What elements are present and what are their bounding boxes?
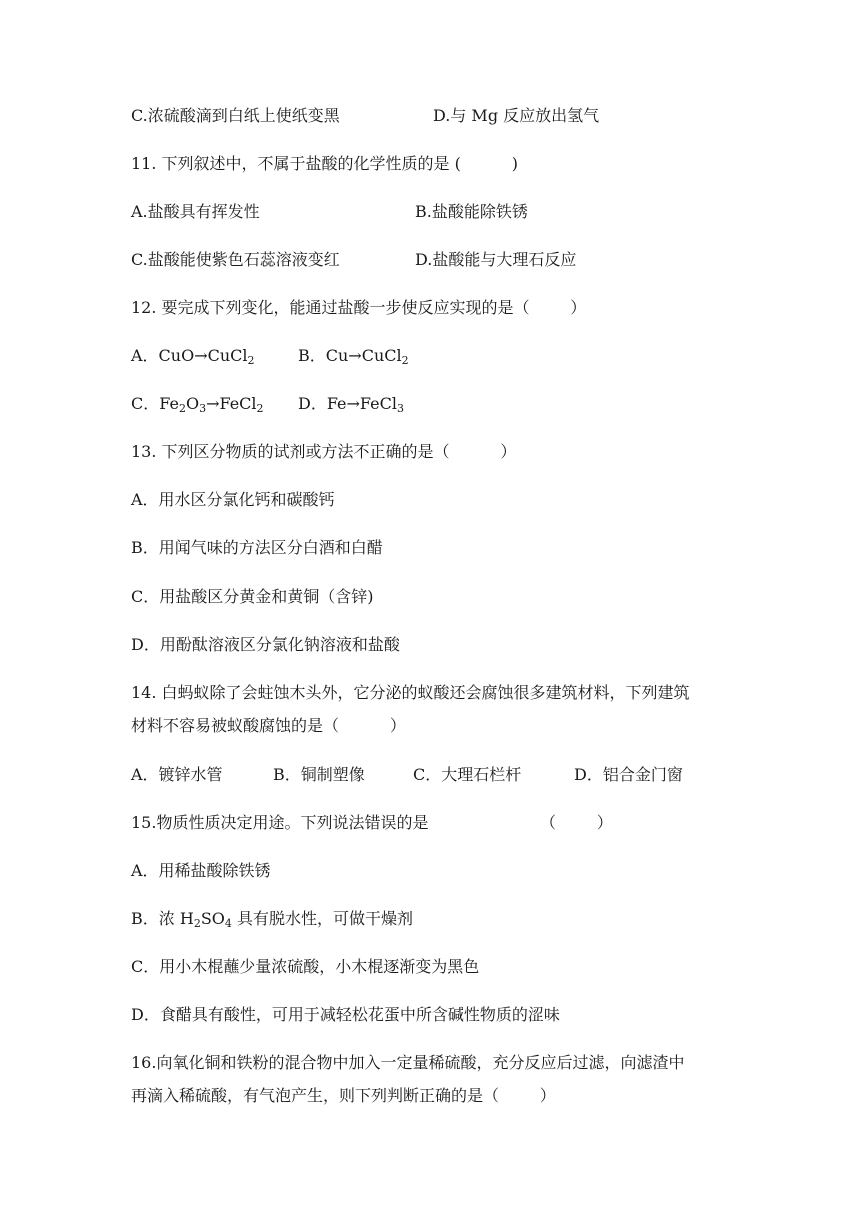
q14-option-a: A．镀锌水管	[131, 765, 223, 784]
q12-option-b: B．Cu→CuCl$_2$	[298, 346, 409, 367]
q12-stem: 12. 要完成下列变化，能通过盐酸一步使反应实现的是（ ）	[131, 298, 587, 317]
q16-stem-line1: 16.向氧化铜和铁粉的混合物中加入一定量稀硫酸，充分反应后过滤，向滤渣中	[131, 1053, 685, 1072]
q15-answer-paren: （ ）	[540, 813, 613, 832]
q13-option-b: B．用闻气味的方法区分白酒和白醋	[131, 538, 383, 557]
q15-option-a: A．用稀盐酸除铁锈	[131, 861, 271, 880]
q13-option-d: D．用酚酞溶液区分氯化钠溶液和盐酸	[131, 635, 400, 654]
q15-stem: 15.物质性质决定用途。下列说法错误的是	[131, 813, 429, 832]
q11-option-b: B.盐酸能除铁锈	[415, 202, 528, 221]
q12-option-a: A．CuO→CuCl$_2$	[131, 346, 255, 367]
q15-option-d: D．食醋具有酸性，可用于减轻松花蛋中所含碱性物质的涩味	[131, 1005, 560, 1024]
q13-option-a: A．用水区分氯化钙和碳酸钙	[131, 490, 335, 509]
q11-stem: 11. 下列叙述中，不属于盐酸的化学性质的是 ( )	[131, 154, 518, 173]
q10-option-c: C.浓硫酸滴到白纸上使纸变黑	[131, 106, 340, 125]
q12-option-c: C．$Fe_2O_3\to FeCl_2$	[131, 394, 264, 415]
q10-option-d: D.与 Mg 反应放出氢气	[433, 106, 600, 125]
q11-option-d: D.盐酸能与大理石反应	[415, 250, 577, 269]
q14-stem-line1: 14. 白蚂蚁除了会蛀蚀木头外，它分泌的蚁酸还会腐蚀很多建筑材料，下列建筑	[131, 683, 690, 702]
q14-stem-line2: 材料不容易被蚁酸腐蚀的是（ ）	[131, 716, 406, 735]
q11-option-a: A.盐酸具有挥发性	[131, 202, 260, 221]
q12-option-d: D．Fe→FeCl$_3$	[298, 394, 404, 415]
q14-option-b: B．铜制塑像	[273, 765, 365, 784]
q15-option-c: C．用小木棍蘸少量浓硫酸，小木棍逐渐变为黑色	[131, 957, 480, 976]
q14-option-c: C．大理石栏杆	[413, 765, 522, 784]
q15-option-b: B．浓 $H_2SO_4$ 具有脱水性，可做干燥剂	[131, 909, 413, 930]
q13-option-c: C．用盐酸区分黄金和黄铜（含锌)	[131, 587, 374, 606]
q14-option-d: D．铝合金门窗	[574, 765, 683, 784]
q16-stem-line2: 再滴入稀硫酸，有气泡产生，则下列判断正确的是（ ）	[131, 1086, 556, 1105]
q13-stem: 13. 下列区分物质的试剂或方法不正确的是（ ）	[131, 442, 517, 461]
q11-option-c: C.盐酸能使紫色石蕊溶液变红	[131, 250, 340, 269]
